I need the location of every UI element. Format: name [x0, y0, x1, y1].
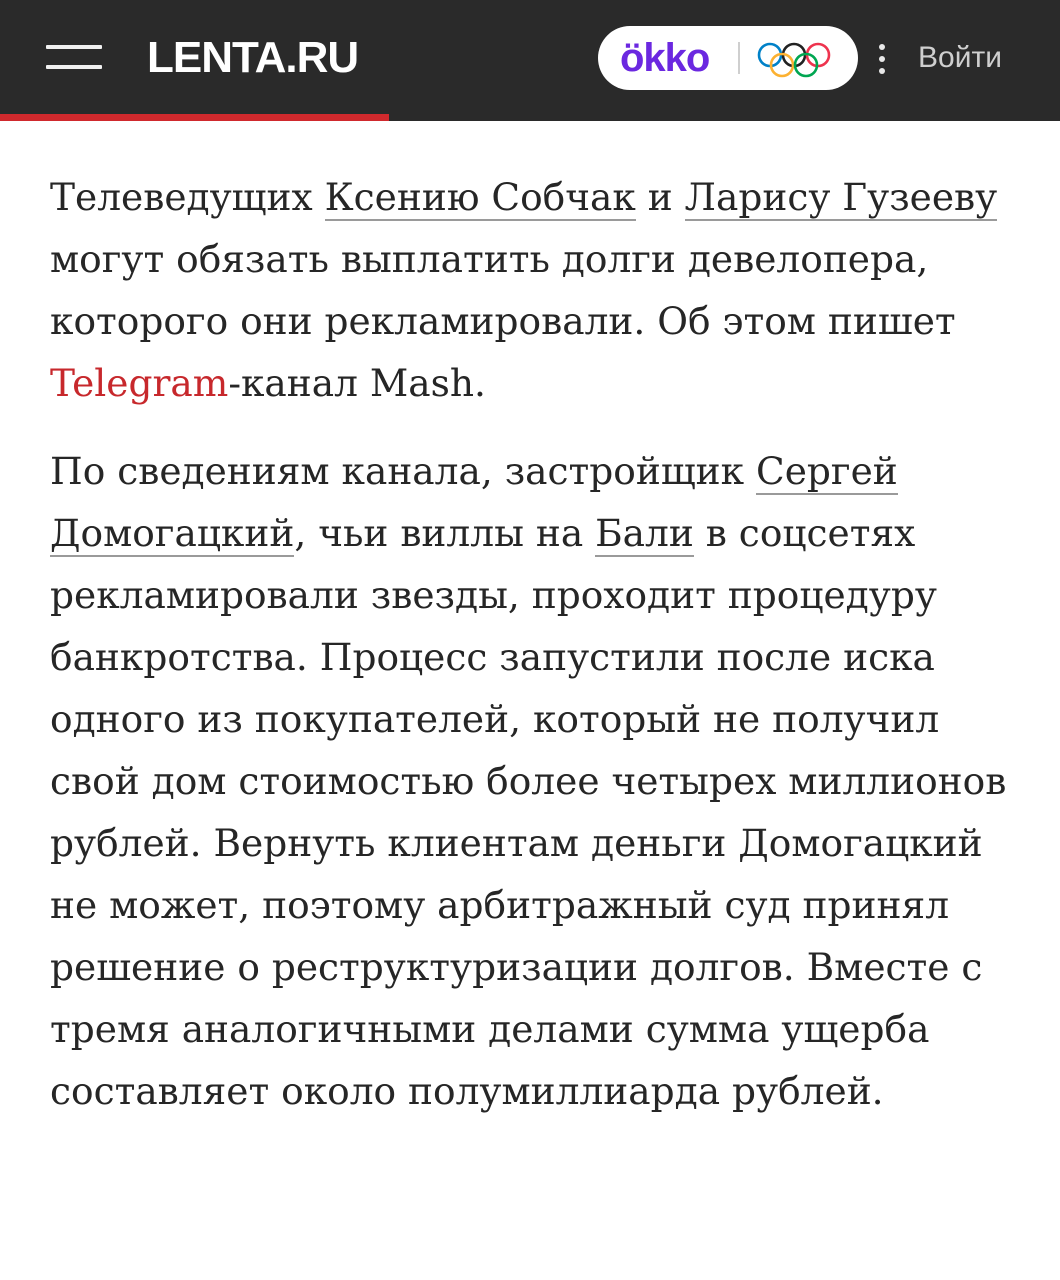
text-run: , чьи виллы на	[294, 511, 596, 555]
link-ksenia-sobchak[interactable]: Ксению Собчак	[324, 175, 636, 219]
article-paragraph-1	[50, 166, 1030, 414]
okko-olympics-promo[interactable]	[598, 26, 858, 90]
article-body	[50, 166, 1030, 1148]
text-run: в соцсетях рекламировали звезды, проходит процедуру банкротства. Процесс запустили после иска одного из покупателей, который не получил свой дом стоимостью более четырех миллионов рублей. Вернуть клиентам деньги Домогацкий не может, поэтому арбитражный суд принял решение о реструктуризации долгов. Вместе с тремя аналогичными делами сумма ущерба составляет около полумиллиарда рублей.	[50, 511, 1007, 1113]
text-run: -канал Mash.	[228, 361, 486, 405]
text-run: и	[635, 175, 685, 219]
article-paragraph-2	[50, 440, 1030, 1122]
text-run: Телеведущих	[50, 175, 325, 219]
text-run: могут обязать выплатить долги девелопера, которого они рекламировали. Об этом пишет	[50, 237, 956, 343]
promo-divider	[738, 42, 740, 74]
text-run: По сведениям канала, застройщик	[50, 449, 757, 493]
site-logo[interactable]: LENTA.RU	[147, 33, 359, 82]
reading-progress-bar	[0, 114, 1060, 121]
top-header	[0, 0, 1060, 114]
reading-progress-fill	[0, 114, 389, 121]
link-bali[interactable]: Бали	[595, 511, 694, 555]
okko-logo: ökko	[620, 36, 710, 80]
olympic-rings-icon	[754, 40, 834, 80]
login-button[interactable]: Войти	[918, 41, 1002, 74]
link-larisa-guzeeva[interactable]: Ларису Гузееву	[684, 175, 998, 219]
kebab-menu-icon[interactable]	[874, 44, 890, 74]
hamburger-menu-icon[interactable]	[46, 42, 102, 72]
link-sergey-domogatsky[interactable]: Сергей Домогацкий	[50, 449, 898, 555]
link-telegram[interactable]: Telegram	[50, 361, 229, 405]
